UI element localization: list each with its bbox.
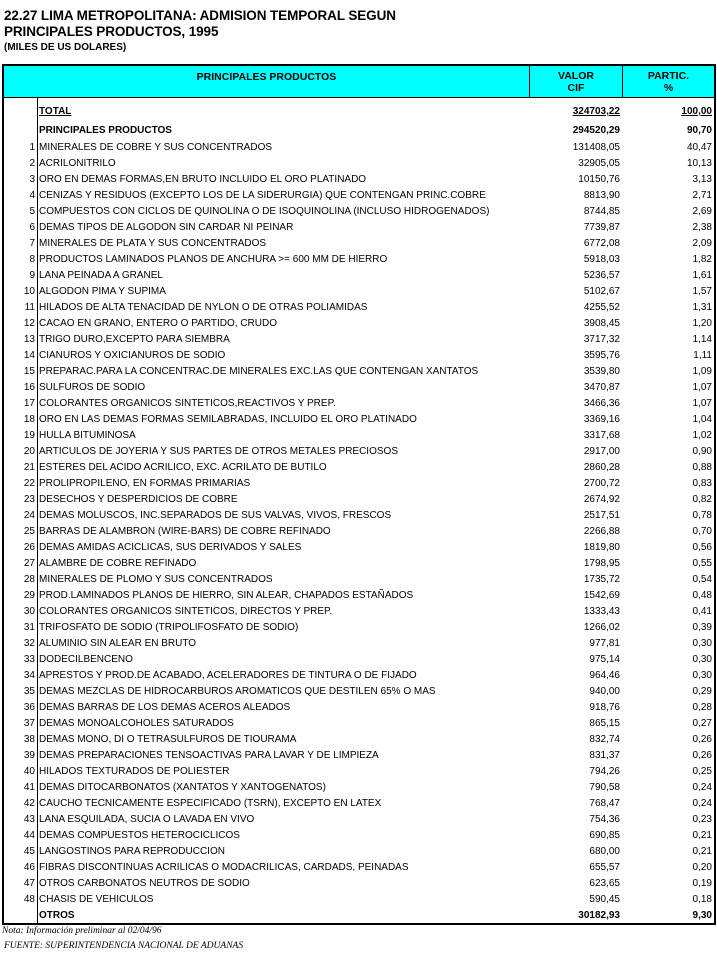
row-index: 17 xyxy=(23,398,35,409)
row-index: 24 xyxy=(23,510,35,521)
product-rows xyxy=(4,140,714,908)
row-description: DEMAS MONOALCOHOLES SATURADOS xyxy=(39,718,234,729)
row-value: 590,45 xyxy=(589,894,620,905)
row-description: BARRAS DE ALAMBRON (WIRE-BARS) DE COBRE REFINADO xyxy=(39,526,331,537)
row-value: 3317,68 xyxy=(583,430,620,441)
row-description: ALAMBRE DE COBRE REFINADO xyxy=(39,558,197,569)
row-value: 940,00 xyxy=(589,686,620,697)
row-description: CENIZAS Y RESIDUOS (EXCEPTO LOS DE LA SIDERURGIA) QUE CONTENGAN PRINC.COBRE xyxy=(39,190,486,201)
row-value: 7739,87 xyxy=(583,222,620,233)
row-value: 131408,05 xyxy=(572,142,620,153)
row-share: 0,54 xyxy=(692,574,712,585)
row-share: 1,14 xyxy=(692,334,712,345)
total-label: TOTAL xyxy=(39,106,72,117)
header-products: PRINCIPALES PRODUCTOS xyxy=(196,71,337,83)
row-value: 690,85 xyxy=(589,830,620,841)
row-share: 3,13 xyxy=(692,174,712,185)
table-row xyxy=(4,380,714,396)
row-share: 1,82 xyxy=(692,254,712,265)
row-share: 0,26 xyxy=(692,734,712,745)
row-value: 1819,80 xyxy=(583,542,620,553)
row-description: DEMAS DITOCARBONATOS (XANTATOS Y XANTOGENATOS) xyxy=(39,782,326,793)
table-row xyxy=(4,556,714,572)
row-description: ESTERES DEL ACIDO ACRILICO, EXC. ACRILATO DE BUTILO xyxy=(39,462,327,473)
row-index: 21 xyxy=(23,462,35,473)
row-index: 6 xyxy=(29,222,35,233)
row-share: 1,11 xyxy=(693,350,712,361)
row-value: 1266,02 xyxy=(583,622,620,633)
table-row xyxy=(4,508,714,524)
row-value: 2860,28 xyxy=(583,462,620,473)
row-description: FIBRAS DISCONTINUAS ACRILICAS O MODACRILICAS, CARDADS, PEINADAS xyxy=(39,862,409,873)
row-index: 10 xyxy=(23,286,35,297)
row-value: 964,46 xyxy=(589,670,620,681)
row-description: DEMAS AMIDAS ACICLICAS, SUS DERIVADOS Y SALES xyxy=(39,542,302,553)
row-share: 2,69 xyxy=(692,206,712,217)
row-index: 42 xyxy=(23,798,35,809)
row-value: 3717,32 xyxy=(583,334,620,345)
row-description: ACRILONITRILO xyxy=(39,158,116,169)
row-index: 26 xyxy=(23,542,35,553)
row-value: 2517,51 xyxy=(583,510,620,521)
row-index: 23 xyxy=(23,494,35,505)
row-share: 0,28 xyxy=(692,702,712,713)
table-header xyxy=(4,66,714,98)
row-description: ALUMINIO SIN ALEAR EN BRUTO xyxy=(39,638,197,649)
row-share: 2,71 xyxy=(692,190,712,201)
row-description: DEMAS COMPUESTOS HETEROCICLICOS xyxy=(39,830,240,841)
row-index: 48 xyxy=(23,894,35,905)
row-description: DESECHOS Y DESPERDICIOS DE COBRE xyxy=(39,494,238,505)
row-index: 33 xyxy=(23,654,35,665)
row-index: 2 xyxy=(29,158,35,169)
row-value: 3595,76 xyxy=(583,350,620,361)
row-index: 3 xyxy=(29,174,35,185)
row-share: 1,04 xyxy=(692,414,712,425)
row-share: 0,41 xyxy=(692,606,712,617)
row-value: 8813,90 xyxy=(583,190,620,201)
row-share: 0,18 xyxy=(692,894,712,905)
row-index: 44 xyxy=(23,830,35,841)
row-description: CAUCHO TECNICAMENTE ESPECIFICADO (TSRN), EXCEPTO EN LATEX xyxy=(39,798,382,809)
row-share: 0,88 xyxy=(692,462,712,473)
row-share: 1,61 xyxy=(692,270,712,281)
total-value: 324703,22 xyxy=(572,106,620,117)
row-share: 0,78 xyxy=(692,510,712,521)
table-row xyxy=(4,636,714,652)
row-index: 35 xyxy=(23,686,35,697)
row-index: 22 xyxy=(23,478,35,489)
row-index: 14 xyxy=(23,350,35,361)
others-share: 9,30 xyxy=(692,910,712,921)
row-description: CIANUROS Y OXICIANUROS DE SODIO xyxy=(39,350,226,361)
row-share: 0,56 xyxy=(692,542,712,553)
row-value: 1735,72 xyxy=(583,574,620,585)
row-index: 13 xyxy=(23,334,35,345)
table-row xyxy=(4,540,714,556)
table-row xyxy=(4,236,714,252)
table-row xyxy=(4,652,714,668)
row-value: 2674,92 xyxy=(583,494,620,505)
row-value: 831,37 xyxy=(589,750,620,761)
source-text: FUENTE: SUPERINTENDENCIA NACIONAL DE ADUANAS xyxy=(4,941,244,951)
row-share: 0,30 xyxy=(692,638,712,649)
row-share: 0,90 xyxy=(692,446,712,457)
row-description: PROD.LAMINADOS PLANOS DE HIERRO, SIN ALEAR, CHAPADOS ESTAÑADOS xyxy=(39,590,414,601)
row-index: 37 xyxy=(23,718,35,729)
data-table xyxy=(2,64,716,925)
header-value-line2: CIF xyxy=(567,82,585,94)
row-index: 11 xyxy=(24,302,35,313)
row-share: 0,19 xyxy=(692,878,712,889)
row-value: 5918,03 xyxy=(583,254,620,265)
row-description: HILADOS DE ALTA TENACIDAD DE NYLON O DE OTRAS POLIAMIDAS xyxy=(39,302,368,313)
table-row xyxy=(4,332,714,348)
row-share: 2,09 xyxy=(692,238,712,249)
row-description: ALGODON PIMA Y SUPIMA xyxy=(39,286,166,297)
row-description: COMPUESTOS CON CICLOS DE QUINOLINA O DE ISOQUINOLINA (INCLUSO HIDROGENADOS) xyxy=(39,206,490,217)
table-row xyxy=(4,140,714,156)
table-row xyxy=(4,444,714,460)
header-share-line1: PARTIC. xyxy=(647,70,690,82)
row-index: 36 xyxy=(23,702,35,713)
table-row xyxy=(4,876,714,892)
table-row xyxy=(4,716,714,732)
row-index: 29 xyxy=(23,590,35,601)
table-row xyxy=(4,620,714,636)
row-description: APRESTOS Y PROD.DE ACABADO, ACELERADORES DE TINTURA O DE FIJADO xyxy=(39,670,417,681)
row-index: 15 xyxy=(23,366,35,377)
row-share: 0,30 xyxy=(692,670,712,681)
row-description: ARTICULOS DE JOYERIA Y SUS PARTES DE OTROS METALES PRECIOSOS xyxy=(39,446,398,457)
table-row xyxy=(4,492,714,508)
row-description: PREPARAC.PARA LA CONCENTRAC.DE MINERALES EXC.LAS QUE CONTENGAN XANTATOS xyxy=(39,366,479,377)
row-share: 1,31 xyxy=(692,302,712,313)
title-line-2: PRINCIPALES PRODUCTOS, 1995 xyxy=(4,24,219,39)
table-row xyxy=(4,748,714,764)
row-value: 3369,16 xyxy=(583,414,620,425)
row-value: 1542,69 xyxy=(583,590,620,601)
row-index: 9 xyxy=(29,270,35,281)
row-description: COLORANTES ORGANICOS SINTETICOS, DIRECTOS Y PREP. xyxy=(39,606,333,617)
main-products-label: PRINCIPALES PRODUCTOS xyxy=(39,125,172,136)
row-index: 30 xyxy=(23,606,35,617)
row-description: LANGOSTINOS PARA REPRODUCCION xyxy=(39,846,225,857)
row-description: MINERALES DE PLATA Y SUS CONCENTRADOS xyxy=(39,238,267,249)
row-index: 20 xyxy=(23,446,35,457)
row-value: 680,00 xyxy=(589,846,620,857)
row-value: 977,81 xyxy=(589,638,620,649)
table-row xyxy=(4,188,714,204)
row-share: 0,30 xyxy=(692,654,712,665)
row-description: TRIGO DURO,EXCEPTO PARA SIEMBRA xyxy=(39,334,230,345)
table-row xyxy=(4,364,714,380)
table-row xyxy=(4,588,714,604)
row-index: 39 xyxy=(23,750,35,761)
row-value: 3466,36 xyxy=(583,398,620,409)
table-row xyxy=(4,460,714,476)
table-row xyxy=(4,284,714,300)
header-share-line2: % xyxy=(663,82,674,94)
row-description: DEMAS BARRAS DE LOS DEMAS ACEROS ALEADOS xyxy=(39,702,291,713)
table-row xyxy=(4,572,714,588)
row-value: 1798,95 xyxy=(583,558,620,569)
row-index: 28 xyxy=(23,574,35,585)
row-index: 7 xyxy=(29,238,35,249)
header-value xyxy=(529,66,622,97)
row-value: 623,65 xyxy=(589,878,620,889)
row-description: SULFUROS DE SODIO xyxy=(39,382,146,393)
row-value: 3908,45 xyxy=(583,318,620,329)
row-description: OTROS CARBONATOS NEUTROS DE SODIO xyxy=(39,878,250,889)
table-row xyxy=(4,220,714,236)
row-share: 0,48 xyxy=(692,590,712,601)
units-subtitle: (MILES DE US DOLARES) xyxy=(4,42,127,53)
row-share: 1,07 xyxy=(692,382,712,393)
row-value: 865,15 xyxy=(589,718,620,729)
row-share: 1,02 xyxy=(692,430,712,441)
row-share: 0,29 xyxy=(692,686,712,697)
row-share: 1,09 xyxy=(692,366,712,377)
row-description: LANA ESQUILADA, SUCIA O LAVADA EN VIVO xyxy=(39,814,255,825)
table-row xyxy=(4,204,714,220)
row-description: DEMAS MOLUSCOS, INC.SEPARADOS DE SUS VALVAS, VIVOS, FRESCOS xyxy=(39,510,392,521)
row-value: 1333,43 xyxy=(583,606,620,617)
row-value: 768,47 xyxy=(589,798,620,809)
row-description: COLORANTES ORGANICOS SINTETICOS,REACTIVOS Y PREP. xyxy=(39,398,336,409)
row-share: 0,21 xyxy=(692,830,712,841)
row-share: 0,83 xyxy=(692,478,712,489)
total-row xyxy=(4,102,714,122)
row-share: 0,24 xyxy=(692,782,712,793)
table-row xyxy=(4,316,714,332)
main-products-value: 294520,29 xyxy=(572,125,620,136)
row-value: 975,14 xyxy=(589,654,620,665)
table-row xyxy=(4,396,714,412)
table-row xyxy=(4,428,714,444)
row-value: 6772,08 xyxy=(583,238,620,249)
header-share xyxy=(622,66,714,97)
row-index: 27 xyxy=(23,558,35,569)
row-description: TRIFOSFATO DE SODIO (TRIPOLIFOSFATO DE SODIO) xyxy=(39,622,299,633)
table-row xyxy=(4,764,714,780)
row-index: 47 xyxy=(23,878,35,889)
row-index: 18 xyxy=(23,414,35,425)
others-row xyxy=(4,908,714,924)
row-value: 3470,87 xyxy=(583,382,620,393)
row-share: 0,27 xyxy=(692,718,712,729)
row-description: LANA PEINADA A GRANEL xyxy=(39,270,163,281)
row-description: DEMAS TIPOS DE ALGODON SIN CARDAR NI PEINAR xyxy=(39,222,294,233)
table-row xyxy=(4,732,714,748)
row-share: 0,70 xyxy=(692,526,712,537)
table-row xyxy=(4,668,714,684)
row-description: HILADOS TEXTURADOS DE POLIESTER xyxy=(39,766,230,777)
main-products-share: 90,70 xyxy=(686,125,712,136)
row-value: 8744,85 xyxy=(583,206,620,217)
row-share: 1,57 xyxy=(692,286,712,297)
table-row xyxy=(4,156,714,172)
row-description: MINERALES DE PLOMO Y SUS CONCENTRADOS xyxy=(39,574,273,585)
row-share: 0,82 xyxy=(692,494,712,505)
row-share: 40,47 xyxy=(686,142,712,153)
table-row xyxy=(4,604,714,620)
table-row xyxy=(4,684,714,700)
row-share: 0,23 xyxy=(692,814,712,825)
row-description: MINERALES DE COBRE Y SUS CONCENTRADOS xyxy=(39,142,273,153)
row-value: 794,26 xyxy=(589,766,620,777)
row-value: 5102,67 xyxy=(583,286,620,297)
row-share: 2,38 xyxy=(692,222,712,233)
row-description: PROLIPROPILENO, EN FORMAS PRIMARIAS xyxy=(39,478,251,489)
row-description: ORO EN LAS DEMAS FORMAS SEMILABRADAS, INCLUIDO EL ORO PLATINADO xyxy=(39,414,417,425)
row-description: HULLA BITUMINOSA xyxy=(39,430,136,441)
row-index: 34 xyxy=(23,670,35,681)
row-index: 32 xyxy=(23,638,35,649)
table-row xyxy=(4,476,714,492)
row-description: CHASIS DE VEHICULOS xyxy=(39,894,154,905)
table-row xyxy=(4,844,714,860)
row-value: 32905,05 xyxy=(578,158,620,169)
row-value: 2266,88 xyxy=(583,526,620,537)
table-row xyxy=(4,796,714,812)
title-line-1: 22.27 LIMA METROPOLITANA: ADMISION TEMPORAL SEGUN xyxy=(4,8,396,23)
table-row xyxy=(4,700,714,716)
table-row xyxy=(4,412,714,428)
table-row xyxy=(4,812,714,828)
row-share: 0,26 xyxy=(692,750,712,761)
row-description: CACAO EN GRANO, ENTERO O PARTIDO, CRUDO xyxy=(39,318,277,329)
table-row xyxy=(4,252,714,268)
row-index: 38 xyxy=(23,734,35,745)
row-index: 45 xyxy=(23,846,35,857)
row-index: 16 xyxy=(23,382,35,393)
row-share: 0,24 xyxy=(692,798,712,809)
note-text: Nota: Información preliminar al 02/04/96 xyxy=(2,926,162,936)
table-row xyxy=(4,860,714,876)
table-row xyxy=(4,892,714,908)
row-description: DODECILBENCENO xyxy=(39,654,133,665)
row-share: 0,55 xyxy=(692,558,712,569)
row-share: 10,13 xyxy=(686,158,712,169)
row-value: 2700,72 xyxy=(583,478,620,489)
row-description: ORO EN DEMAS FORMAS,EN BRUTO INCLUIDO EL ORO PLATINADO xyxy=(39,174,367,185)
row-index: 31 xyxy=(23,622,35,633)
row-description: DEMAS MONO, DI O TETRASULFUROS DE TIOURAMA xyxy=(39,734,297,745)
table-row xyxy=(4,300,714,316)
row-value: 832,74 xyxy=(589,734,620,745)
table-row xyxy=(4,828,714,844)
table-row xyxy=(4,348,714,364)
others-label: OTROS xyxy=(39,910,75,921)
row-share: 1,20 xyxy=(692,318,712,329)
row-value: 5236,57 xyxy=(583,270,620,281)
row-index: 40 xyxy=(23,766,35,777)
table-row xyxy=(4,268,714,284)
main-products-row xyxy=(4,122,714,140)
table-body xyxy=(4,102,714,924)
row-index: 12 xyxy=(23,318,35,329)
row-index: 1 xyxy=(29,142,35,153)
row-value: 790,58 xyxy=(589,782,620,793)
row-share: 0,20 xyxy=(692,862,712,873)
row-share: 0,25 xyxy=(692,766,712,777)
row-value: 4255,52 xyxy=(583,302,620,313)
table-row xyxy=(4,524,714,540)
row-index: 8 xyxy=(29,254,35,265)
row-description: DEMAS MEZCLAS DE HIDROCARBUROS AROMATICOS QUE DESTILEN 65% O MAS xyxy=(39,686,436,697)
row-share: 1,07 xyxy=(692,398,712,409)
row-share: 0,21 xyxy=(692,846,712,857)
row-index: 43 xyxy=(23,814,35,825)
row-value: 3539,80 xyxy=(583,366,620,377)
row-index: 4 xyxy=(29,190,35,201)
row-share: 0,39 xyxy=(692,622,712,633)
row-value: 754,36 xyxy=(589,814,620,825)
row-value: 2917,00 xyxy=(583,446,620,457)
row-value: 918,76 xyxy=(589,702,620,713)
row-index: 19 xyxy=(23,430,35,441)
row-value: 655,57 xyxy=(589,862,620,873)
total-share: 100,00 xyxy=(681,106,712,117)
page-title xyxy=(4,8,396,40)
row-index: 41 xyxy=(23,782,35,793)
row-description: PRODUCTOS LAMINADOS PLANOS DE ANCHURA >= 600 MM DE HIERRO xyxy=(39,254,388,265)
table-row xyxy=(4,172,714,188)
row-description: DEMAS PREPARACIONES TENSOACTIVAS PARA LAVAR Y DE LIMPIEZA xyxy=(39,750,379,761)
row-index: 46 xyxy=(23,862,35,873)
table-row xyxy=(4,780,714,796)
others-value: 30182,93 xyxy=(578,910,620,921)
header-value-line1: VALOR xyxy=(558,70,594,82)
row-value: 10150,76 xyxy=(578,174,620,185)
row-index: 25 xyxy=(23,526,35,537)
row-index: 5 xyxy=(29,206,35,217)
